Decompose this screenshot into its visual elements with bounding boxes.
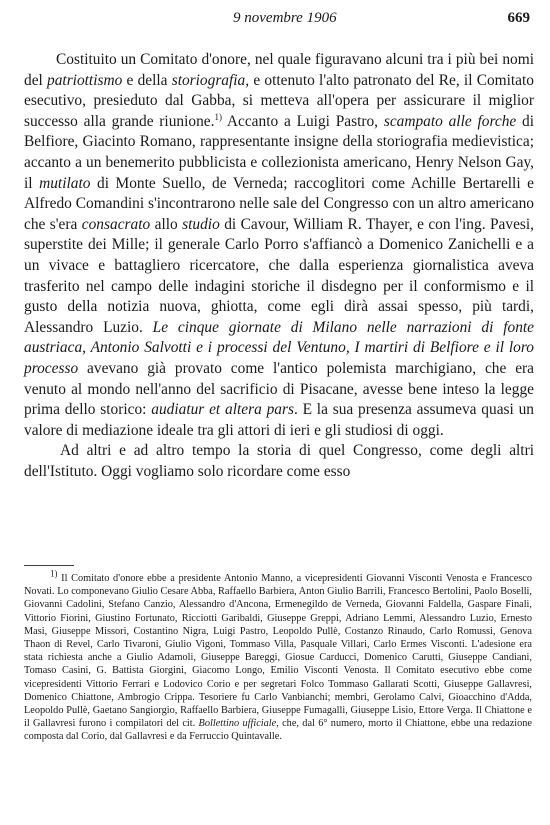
italic-text: studio	[182, 215, 220, 233]
running-head: 9 novembre 1906	[233, 10, 337, 26]
paragraph	[24, 50, 534, 441]
italic-text: patriottismo	[47, 71, 123, 89]
text-run: Accanto a Luigi Pastro,	[221, 112, 384, 130]
footnote-marker: 1)	[50, 568, 58, 579]
footnote	[24, 568, 533, 744]
text-run: avevano già provato come l'antico polemista marchigiano, che era venuto al mondo nell'anno del sacrificio di Pisacane, avesse bene inteso la legge prima dello storico:	[24, 359, 534, 419]
italic-text: mutilato	[39, 174, 91, 192]
text-run: di Belfiore, Giacinto Romano, rappresentante insigne della storiografia medievistica; accanto a un benemerito pubblicista e collezionista americano, Henry Nelson Gay, il	[24, 112, 534, 192]
text-run: e della	[122, 71, 172, 89]
footnotes	[24, 568, 533, 744]
italic-text: scampato alle forche	[383, 112, 517, 130]
italic-text: Bollettino ufficiale	[198, 718, 277, 730]
paragraph	[24, 441, 534, 482]
italic-text: consacrato	[81, 215, 151, 233]
text-run: di Monte Suello, de Verneda; raccoglitori come Achille Bertarelli e Alfredo Comandini s'incontrarono nelle sale del Congresso con un altro americano che s'era	[24, 174, 534, 233]
text-run: , che, dal 6° numero, morto il Chiattone, ebbe una redazione composta dal Corio, dal Gallavresi e da Ferruccio Quintavalle.	[24, 718, 533, 743]
text-run: di Cavour, William R. Thayer, e con l'ing. Pavesi, superstite dei Mille; il generale Carlo Porro s'affiancò a Domenico Zanichelli e a un vivace e battagliero ricercatore, che dalla esperienza giornalistica aveva trasferito nel campo delle indagini storiche il disdegno per il conformismo e il gusto della notizia nuova, ghiotta, come egli dirà assai spesso, più tardi, Alessandro Luzio.	[24, 215, 535, 336]
text-run: , e ottenuto l'alto patronato del Re, il Comitato esecutivo, presieduto dal Gabba, si metteva all'opera per assicurare il miglior successo alla grande riunione.	[24, 71, 534, 130]
text-run: Ad altri e ad altro tempo la storia di quel Congresso, come degli altri dell'Istituto. Oggi vogliamo solo ricordare come esso	[24, 442, 534, 480]
page-header	[18, 8, 532, 30]
italic-text: storiografia	[171, 71, 246, 89]
text-run: allo	[150, 215, 183, 233]
italic-text: Le cinque giornate di Milano nelle narrazioni di fonte austriaca, Antonio Salvotti e i processi del Ventuno, I martiri di Belfiore e il loro processo	[24, 318, 535, 377]
page-number: 669	[507, 10, 530, 26]
body-text	[24, 50, 534, 482]
text-run: Il Comitato d'onore ebbe a presidente Antonio Manno, a vicepresidenti Giovanni Visconti Venosta e Francesco Novati. Lo componevano Giulio Cesare Abba, Raffaello Barbiera, Anton Giulio Barrili, Francesco Bertolini, Paolo Boselli, Giovanni Cadolini, Stefano Canzio, Alessandro d'Ancona, Ermenegildo de Verneda, Giovanni Faldella, Gaspare Finali, Vittorio Fiorini, Giustino Fortunato, Ricciotti Garibaldi, Giuseppe Greppi, Adriano Lemmi, Alessandro Luzio, Ernesto Masi, Giuseppe Missori, Costantino Nigra, Luigi Pastro, Leopoldo Pullè, Costanzo Rinaudo, Carlo Romussi, Genova Thaon di Revel, Carlo Tivaroni, Giulio Vigoni, Tommaso Villa, Pasquale Villari, Carlo Ermes Visconti. L'adesione era stata richiesta anche a Giulio Adamoli, Giuseppe Bareggi, Giosue Carducci, Domenico Carutti, Giuseppe Candiani, Tomaso Casini, G. Battista Giorgini, Giacomo Longo, Emilio Visconti Venosta. Il Comitato esecutivo ebbe come vicepresidenti Vittorio Ferrari e Lodovico Corio e per segretari Folco Tommaso Gallarati Scotti, Giuseppe Gallavresi, Domenico Chiattone, Ambrogio Crippa. Tesoriere fu Carlo Vanbianchi; membri, Gerolamo Calvi, Gioacchino d'Adda, Leopoldo Pullè, Gaetano Sangiorgio, Raffaello Barbiera, Giuseppe Fumagalli, Giuseppe Lisio, Ettore Verga. Il Chiattone e il Gallavresi furono i compilatori del cit.	[24, 573, 532, 730]
footnote-divider	[24, 565, 74, 566]
footnote-marker: 1)	[214, 111, 222, 122]
italic-text: audiatur et altera pars	[151, 401, 294, 419]
text-run: Costituito un Comitato d'onore, nel quale figuravano alcuni tra i più bei nomi del	[24, 51, 534, 89]
text-run: . E la sua presenza assumeva quasi un valore di mediazione ideale tra gli attori di ieri e gli studiosi di oggi.	[24, 401, 534, 439]
